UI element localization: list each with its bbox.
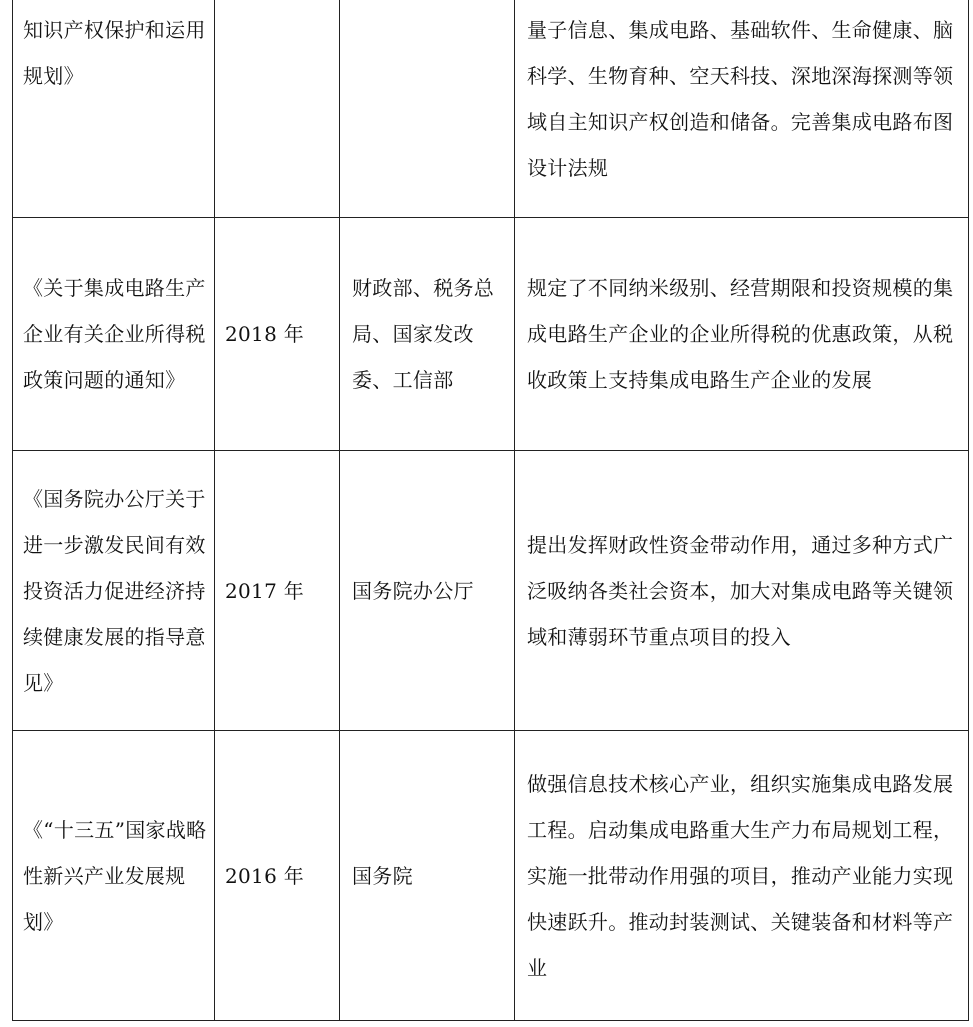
table-row (13, 731, 969, 1021)
policy-name-cell: 《国务院办公厅关于进一步激发民间有效投资活力促进经济持续健康发展的指导意见》 (13, 451, 215, 731)
table-row (13, 218, 969, 451)
issue-year-cell: 2018 年 (215, 218, 340, 451)
policy-content-cell: 规定了不同纳米级别、经营期限和投资规模的集成电路生产企业的企业所得税的优惠政策，从税收政策上支持集成电路生产企业的发展 (515, 218, 969, 451)
policy-name-cell: 《关于集成电路生产企业有关企业所得税政策问题的通知》 (13, 218, 215, 451)
table-row (13, 0, 969, 218)
table-row (13, 451, 969, 731)
issuing-dept-cell: 财政部、税务总局、国家发改委、工信部 (340, 218, 515, 451)
issuing-dept-cell: 国务院 (340, 731, 515, 1021)
policy-content-cell: 做强信息技术核心产业，组织实施集成电路发展工程。启动集成电路重大生产力布局规划工程，实施一批带动作用强的项目，推动产业能力实现快速跃升。推动封装测试、关键装备和材料等产业 (515, 731, 969, 1021)
issue-year-cell (215, 0, 340, 218)
issuing-dept-cell: 国务院办公厅 (340, 451, 515, 731)
policy-name-cell: 知识产权保护和运用规划》 (13, 0, 215, 218)
policy-content-cell: 提出发挥财政性资金带动作用，通过多种方式广泛吸纳各类社会资本，加大对集成电路等关键领域和薄弱环节重点项目的投入 (515, 451, 969, 731)
policy-content-cell: 量子信息、集成电路、基础软件、生命健康、脑科学、生物育种、空天科技、深地深海探测等领域自主知识产权创造和储备。完善集成电路布图设计法规 (515, 0, 969, 218)
issuing-dept-cell (340, 0, 515, 218)
issue-year-cell: 2017 年 (215, 451, 340, 731)
issue-year-cell: 2016 年 (215, 731, 340, 1021)
policy-name-cell: 《“十三五”国家战略性新兴产业发展规划》 (13, 731, 215, 1021)
policy-table (12, 0, 969, 1021)
